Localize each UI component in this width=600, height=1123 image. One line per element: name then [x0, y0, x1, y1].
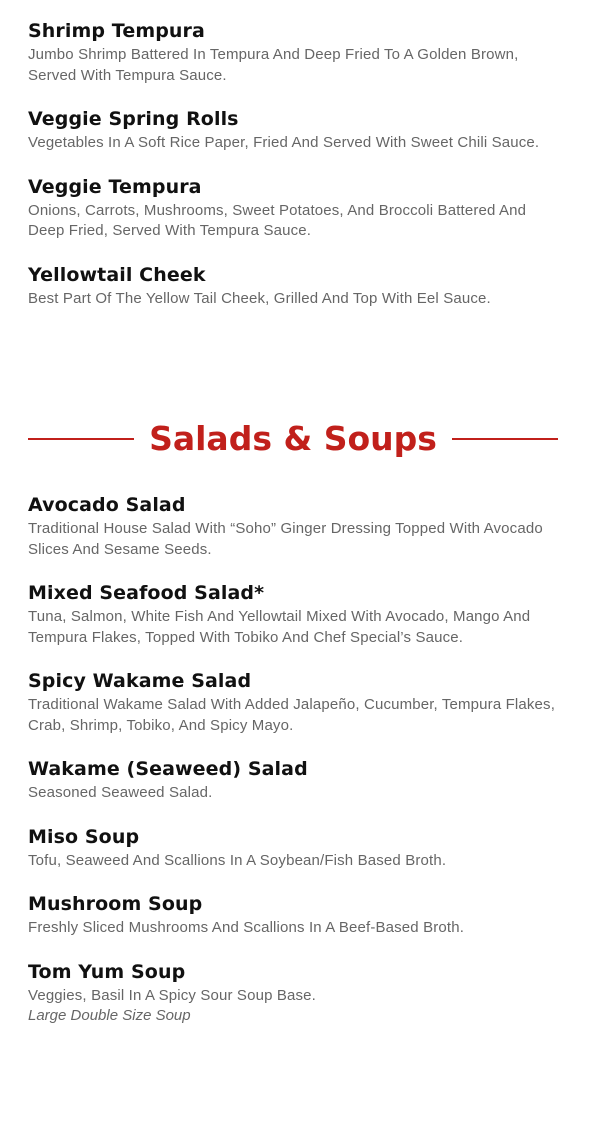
item-description: Onions, Carrots, Mushrooms, Sweet Potatoes, And Broccoli Battered And Deep Fried, Served With Tempura Sauce.	[28, 201, 527, 239]
menu-item-wakame-salad	[28, 758, 558, 804]
section-title: Salads & Soups	[149, 419, 437, 458]
menu-item-spicy-wakame-salad	[28, 670, 558, 736]
section-header-salads-soups	[28, 416, 558, 462]
item-name: Miso Soup	[28, 825, 140, 848]
menu-item-mushroom-soup	[28, 893, 558, 939]
item-note: Large Double Size Soup	[28, 1007, 191, 1024]
item-name: Wakame (Seaweed) Salad	[28, 758, 308, 780]
item-description: Traditional House Salad With “Soho” Ginger Dressing Topped With Avocado Slices And Sesame Seeds.	[28, 520, 543, 558]
item-name: Mushroom Soup	[28, 893, 203, 915]
item-name: Veggie Spring Rolls	[28, 108, 239, 130]
item-name: Veggie Tempura	[28, 175, 202, 198]
salads-soups-list	[28, 494, 558, 1049]
item-description: Tofu, Seaweed And Scallions In A Soybean/Fish Based Broth.	[28, 851, 447, 869]
item-name: Spicy Wakame Salad	[28, 670, 252, 692]
item-description: Vegetables In A Soft Rice Paper, Fried And Served With Sweet Chili Sauce.	[28, 134, 540, 151]
menu-item-yellowtail-cheek	[28, 264, 558, 310]
item-description: Freshly Sliced Mushrooms And Scallions In A Beef-Based Broth.	[28, 919, 465, 936]
item-name: Shrimp Tempura	[28, 20, 205, 42]
item-description: Seasoned Seaweed Salad.	[28, 784, 213, 801]
item-description: Jumbo Shrimp Battered In Tempura And Deep Fried To A Golden Brown, Served With Tempura Sauce.	[28, 46, 519, 84]
menu-item-veggie-spring-rolls	[28, 108, 558, 154]
item-name: Tom Yum Soup	[28, 960, 186, 983]
item-description: Tuna, Salmon, White Fish And Yellowtail Mixed With Avocado, Mango And Tempura Flakes, Topped With Tobiko And Chef Special’s Sauce.	[28, 608, 531, 646]
item-description: Traditional Wakame Salad With Added Jalapeño, Cucumber, Tempura Flakes, Crab, Shrimp, Tobiko, And Spicy Mayo.	[28, 696, 556, 734]
item-description: Best Part Of The Yellow Tail Cheek, Grilled And Top With Eel Sauce.	[28, 289, 491, 307]
appetizer-list	[28, 20, 558, 331]
menu-item-miso-soup	[28, 826, 558, 872]
item-name: Avocado Salad	[28, 494, 186, 516]
menu-item-veggie-tempura	[28, 176, 558, 242]
section-divider-right	[452, 438, 558, 440]
item-name: Mixed Seafood Salad*	[28, 582, 265, 604]
item-name: Yellowtail Cheek	[28, 263, 206, 286]
menu-item-mixed-seafood-salad	[28, 582, 558, 648]
item-description: Veggies, Basil In A Spicy Sour Soup Base.	[28, 986, 316, 1004]
menu-item-tom-yum-soup	[28, 961, 558, 1027]
menu-item-shrimp-tempura	[28, 20, 558, 86]
menu-item-avocado-salad	[28, 494, 558, 560]
